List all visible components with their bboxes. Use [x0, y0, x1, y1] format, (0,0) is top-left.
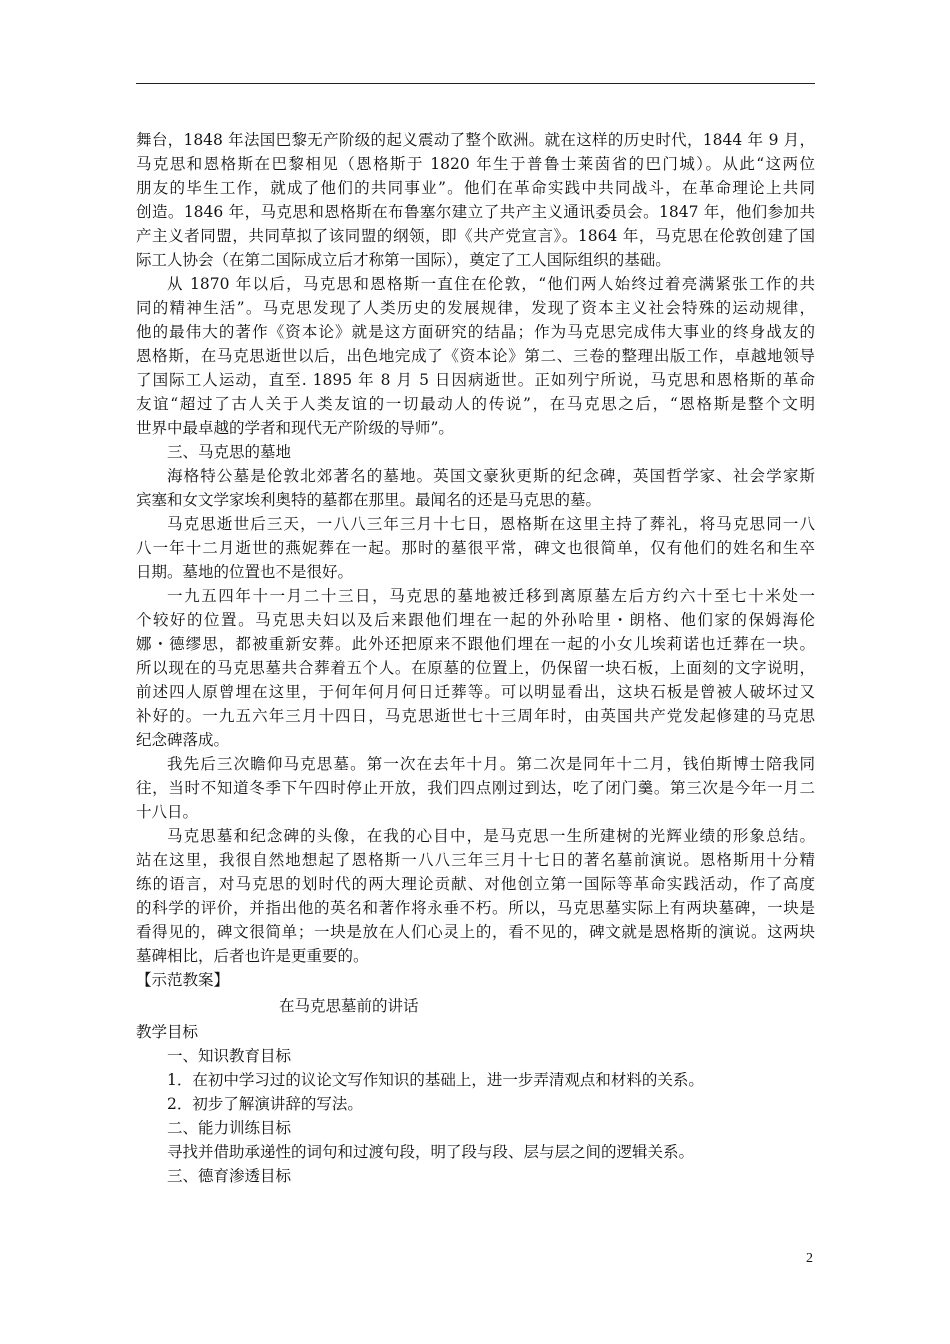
goal2-heading: 二、能力训练目标: [167, 1119, 292, 1137]
text-line: 八一年十二月逝世的燕妮葬在一起。那时的墓很平常，碑文也很简单，仅有他们的姓名和生卒: [136, 539, 815, 557]
text-line: 朋友的毕生工作，就成了他们的共同事业”。他们在革命实践中共同战斗，在革命理论上共同: [136, 179, 815, 197]
text-line: 同的精神生活”。马克思发现了人类历史的发展规律，发现了资本主义社会特殊的运动规律，: [136, 299, 815, 317]
text-line: 娜・德缪思，都被重新安葬。此外还把原来不跟他们埋在一起的小女儿埃莉诺也迁葬在一块。: [136, 635, 815, 653]
text-line: 练的语言，对马克思的划时代的两大理论贡献、对他创立第一国际等革命实践活动，作了高度: [136, 875, 815, 893]
text-line: 我先后三次瞻仰马克思墓。第一次在去年十月。第二次是同年十二月，钱伯斯博士陪我同: [167, 755, 815, 773]
goal1-item: 2．初步了解演讲辞的写法。: [167, 1095, 363, 1113]
text-line: 个较好的位置。马克思夫妇以及后来跟他们埋在一起的外孙哈里・朗格、他们家的保姆海伦: [136, 611, 815, 629]
text-line: 补好的。一九五六年三月十四日，马克思逝世七十三周年时，由英国共产党发起修建的马克思: [136, 707, 815, 725]
text-line: 的科学的评价，并指出他的英名和著作将永垂不朽。所以，马克思墓实际上有两块墓碑，一块是: [136, 899, 815, 917]
page-number: 2: [806, 1251, 813, 1266]
text-line: 他的最伟大的著作《资本论》就是这方面研究的结晶；作为马克思完成伟大事业的终身战友的: [136, 323, 815, 341]
goal2-text: 寻找并借助承递性的词句和过渡句段，明了段与段、层与层之间的逻辑关系。: [167, 1143, 695, 1161]
text-line: 了国际工人运动，直至. 1895 年 8 月 5 日因病逝世。正如列宁所说，马克思和恩格斯的革命: [136, 371, 815, 389]
text-line: 一九五四年十一月二十三日，马克思的墓地被迁移到离原墓左后方约六十至七十米处一: [167, 587, 815, 605]
text-line: 马克思逝世后三天，一八八三年三月十七日，恩格斯在这里主持了葬礼，将马克思同一八: [167, 515, 815, 533]
text-line: 马克思和恩格斯在巴黎相见（恩格斯于 1820 年生于普鲁士莱茵省的巴门城）。从此“这两位: [136, 155, 815, 173]
lesson-title: 在马克思墓前的讲话: [279, 997, 419, 1015]
goal3-heading: 三、德育渗透目标: [167, 1167, 292, 1185]
text-line: 日期。墓地的位置也不是很好。: [136, 563, 354, 581]
text-line: 从 1870 年以后，马克思和恩格斯一直住在伦敦，“他们两人始终过着亮满紧张工作的共: [167, 275, 815, 293]
text-line: 站在这里，我很自然地想起了恩格斯一八八三年三月十七日的著名墓前演说。恩格斯用十分精: [136, 851, 815, 869]
text-line: 海格特公墓是伦敦北郊著名的墓地。英国文豪狄更斯的纪念碑，英国哲学家、社会学家斯: [167, 467, 815, 485]
text-line: 创造。1846 年，马克思和恩格斯在布鲁塞尔建立了共产主义通讯委员会。1847 年，他们参加共: [136, 203, 815, 221]
text-line: 前述四人原曾埋在这里，于何年何月何日迁葬等。可以明显看出，这块石板是曾被人破坏过又: [136, 683, 815, 701]
text-line: 所以现在的马克思墓共合葬着五个人。在原墓的位置上，仍保留一块石板，上面刻的文字说明，: [136, 659, 815, 677]
text-line: 友谊“超过了古人关于人类友谊的一切最动人的传说”，在马克思之后，“恩格斯是整个文明: [136, 395, 815, 413]
text-line: 产主义者同盟，共同草拟了该同盟的纲领，即《共产党宣言》。1864 年，马克思在伦敦创建了国: [136, 227, 815, 245]
text-line: 恩格斯，在马克思逝世以后，出色地完成了《资本论》第二、三卷的整理出版工作，卓越地领导: [136, 347, 815, 365]
sample-plan-label: 【示范教案】: [136, 971, 230, 989]
section-heading: 三、马克思的墓地: [167, 443, 292, 461]
text-line: 看得见的，碑文很简单；一块是放在人们心灵上的，看不见的，碑文就是恩格斯的演说。这两块: [136, 923, 815, 941]
header-rule: [136, 83, 815, 84]
text-line: 纪念碑落成。: [136, 731, 230, 749]
text-line: 往，当时不知道冬季下午四时停止开放，我们四点刚过到达，吃了闭门羹。第三次是今年一月二: [136, 779, 815, 797]
goal1-heading: 一、知识教育目标: [167, 1047, 292, 1065]
text-line: 墓碑相比，后者也许是更重要的。: [136, 947, 369, 965]
text-line: 宾塞和女文学家埃利奥特的墓都在那里。最闻名的还是马克思的墓。: [136, 491, 602, 509]
text-line: 舞台，1848 年法国巴黎无产阶级的起义震动了整个欧洲。就在这样的历史时代，1844 年 9 月，: [136, 131, 815, 149]
text-line: 际工人协会（在第二国际成立后才称第一国际），奠定了工人国际组织的基础。: [136, 251, 671, 269]
text-line: 十八日。: [136, 803, 199, 821]
teaching-goals-heading: 教学目标: [136, 1023, 199, 1041]
text-line: 马克思墓和纪念碑的头像，在我的心目中，是马克思一生所建树的光辉业绩的形象总结。: [167, 827, 815, 845]
text-line: 世界中最卓越的学者和现代无产阶级的导师”。: [136, 419, 454, 437]
goal1-item: 1．在初中学习过的议论文写作知识的基础上，进一步弄清观点和材料的关系。: [167, 1071, 704, 1089]
